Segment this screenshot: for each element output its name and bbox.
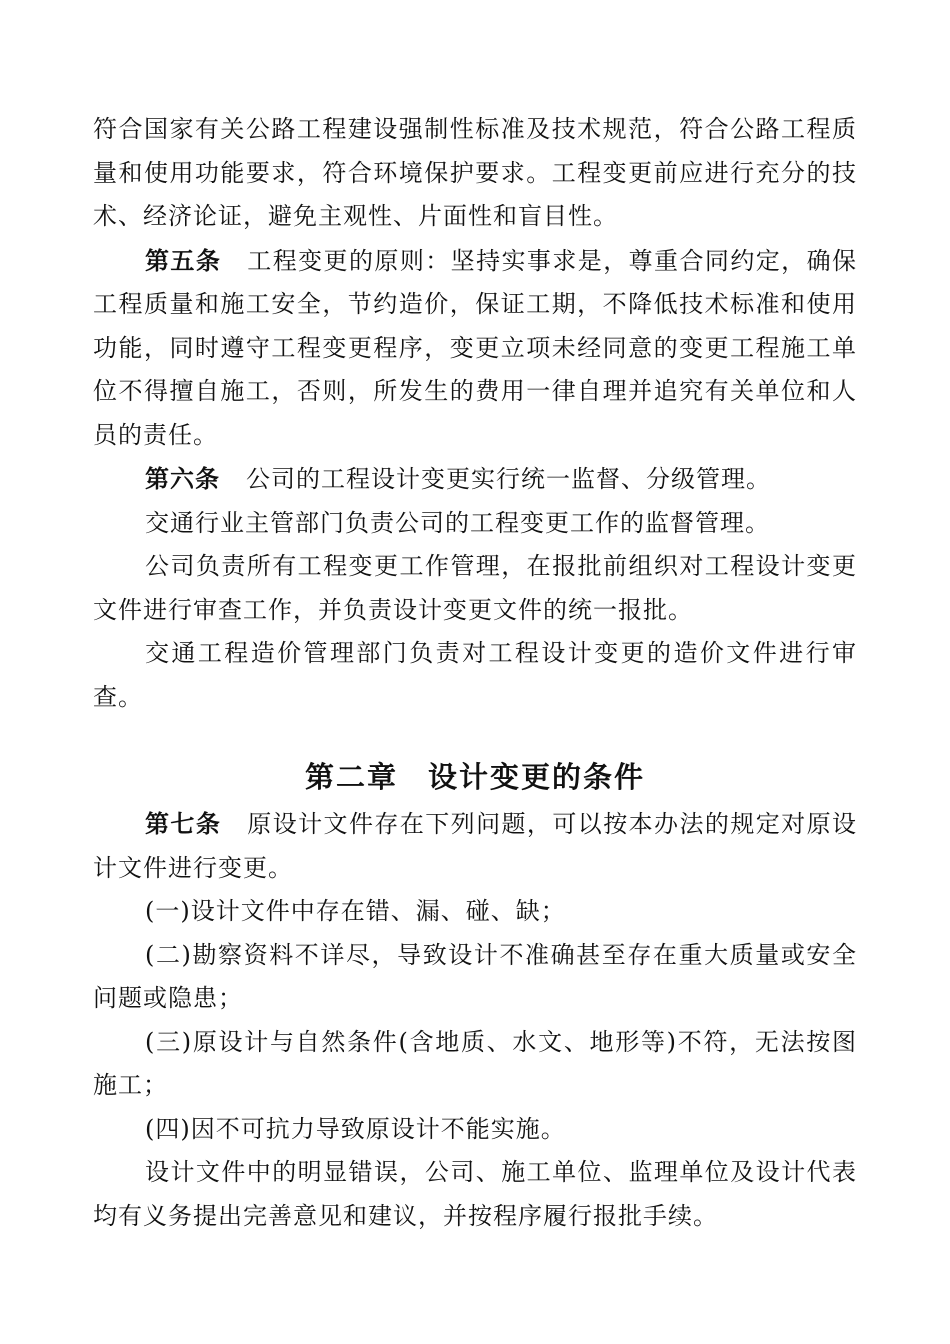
article-6-clause-1: 交通行业主管部门负责公司的工程变更工作的监督管理。 — [145, 508, 770, 537]
article-7-item-1: (一)设计文件中存在错、漏、碰、缺； — [145, 897, 566, 925]
chapter-title: 设计变更的条件 — [428, 760, 646, 794]
article-7-paragraph — [93, 802, 857, 890]
article-5-paragraph — [93, 239, 857, 458]
article-6-paragraph — [93, 457, 857, 502]
article-5-text: 工程变更的原则：坚持实事求是，尊重合同约定，确保工程质量和施工安全，节约造价，保证工期，不降低技术标准和使用功能，同时遵守工程变更程序，变更立项未经同意的变更工程施工单位不得擅自施工，否则，所发生的费用一律自理并追究有关单位和人员的责任。 — [93, 246, 858, 449]
article-6-clause-3: 交通工程造价管理部门负责对工程设计变更的造价文件进行审查。 — [93, 639, 857, 711]
article-7-item-2: (二)勘察资料不详尽，导致设计不准确甚至存在重大质量或安全问题或隐患； — [93, 940, 857, 1012]
article-5-number: 第五条 — [145, 245, 222, 275]
article-7-clause-1: 设计文件中的明显错误，公司、施工单位、监理单位及设计代表均有义务提出完善意见和建议，并按程序履行报批手续。 — [93, 1158, 857, 1230]
chapter-number: 第二章 — [304, 760, 398, 794]
article-7-number: 第七条 — [145, 809, 222, 838]
document-body — [93, 108, 857, 1238]
article-6-text: 公司的工程设计变更实行统一监督、分级管理。 — [246, 465, 771, 493]
article-7-item-3: (三)原设计与自然条件(含地质、水文、地形等)不符，无法按图施工； — [93, 1027, 857, 1099]
article-7-item-4: (四)因不可抗力导致原设计不能实施。 — [145, 1114, 566, 1143]
article-7-text: 原设计文件存在下列问题，可以按本办法的规定对原设计文件进行变更。 — [93, 810, 858, 882]
chapter-heading — [93, 752, 857, 802]
article-6-number: 第六条 — [145, 464, 220, 493]
lead-paragraph: 符合国家有关公路工程建设强制性标准及技术规范，符合公路工程质量和使用功能要求，符合环境保护要求。工程变更前应进行充分的技术、经济论证，避免主观性、片面性和盲目性。 — [93, 115, 857, 230]
article-6-clause-2: 公司负责所有工程变更工作管理，在报批前组织对工程设计变更文件进行审查工作，并负责设计变更文件的统一报批。 — [93, 552, 857, 624]
